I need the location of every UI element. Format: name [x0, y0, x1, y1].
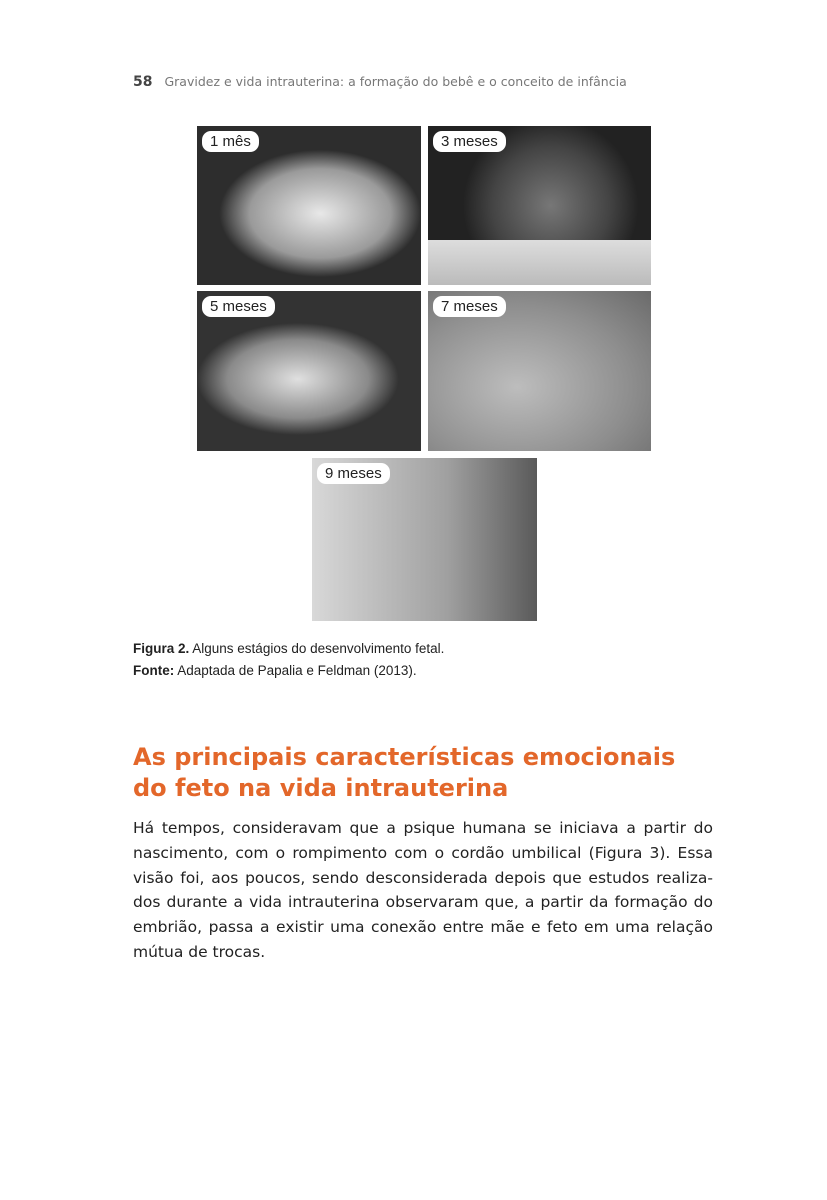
photo-label: 7 meses [433, 296, 506, 317]
photo-label: 1 mês [202, 131, 259, 152]
photo-1-month [197, 126, 421, 285]
paragraph-line: dos durante a vida intrauterina observaram que, a partir da formação do [133, 893, 713, 912]
section-heading [133, 742, 733, 804]
heading-line: do feto na vida intrauterina [133, 774, 509, 802]
photo-5-months [197, 291, 421, 451]
photo-7-months [428, 291, 651, 451]
caption-text: Alguns estágios do desenvolvimento fetal. [189, 641, 445, 656]
paragraph-line: visão foi, aos poucos, sendo desconsiderada depois que estudos realiza- [133, 868, 713, 887]
heading-line: As principais características emocionais [133, 743, 676, 771]
page-number: 58 [133, 74, 153, 90]
figure-source [133, 663, 417, 678]
paragraph-line: nascimento, com o rompimento com o cordão umbilical (Figura 3). Essa [133, 843, 713, 862]
source-text: Adaptada de Papalia e Feldman (2013). [174, 663, 417, 678]
photo-label: 9 meses [317, 463, 390, 484]
chapter-title: Gravidez e vida intrauterina: a formação do bebê e o conceito de infância [164, 74, 627, 89]
caption-label: Figura 2. [133, 641, 190, 656]
photo-label: 5 meses [202, 296, 275, 317]
paragraph-line: mútua de trocas. [133, 942, 266, 961]
paragraph-line: Há tempos, consideravam que a psique humana se iniciava a partir do [133, 819, 713, 837]
photo-label: 3 meses [433, 131, 506, 152]
paragraph-line: embrião, passa a existir uma conexão entre mãe e feto em uma relação [133, 918, 713, 937]
photo-9-months [312, 458, 537, 621]
body-paragraph [133, 816, 713, 965]
photo-3-months [428, 126, 651, 285]
figure-caption [133, 641, 444, 656]
running-header [133, 74, 627, 90]
source-label: Fonte: [133, 663, 175, 678]
